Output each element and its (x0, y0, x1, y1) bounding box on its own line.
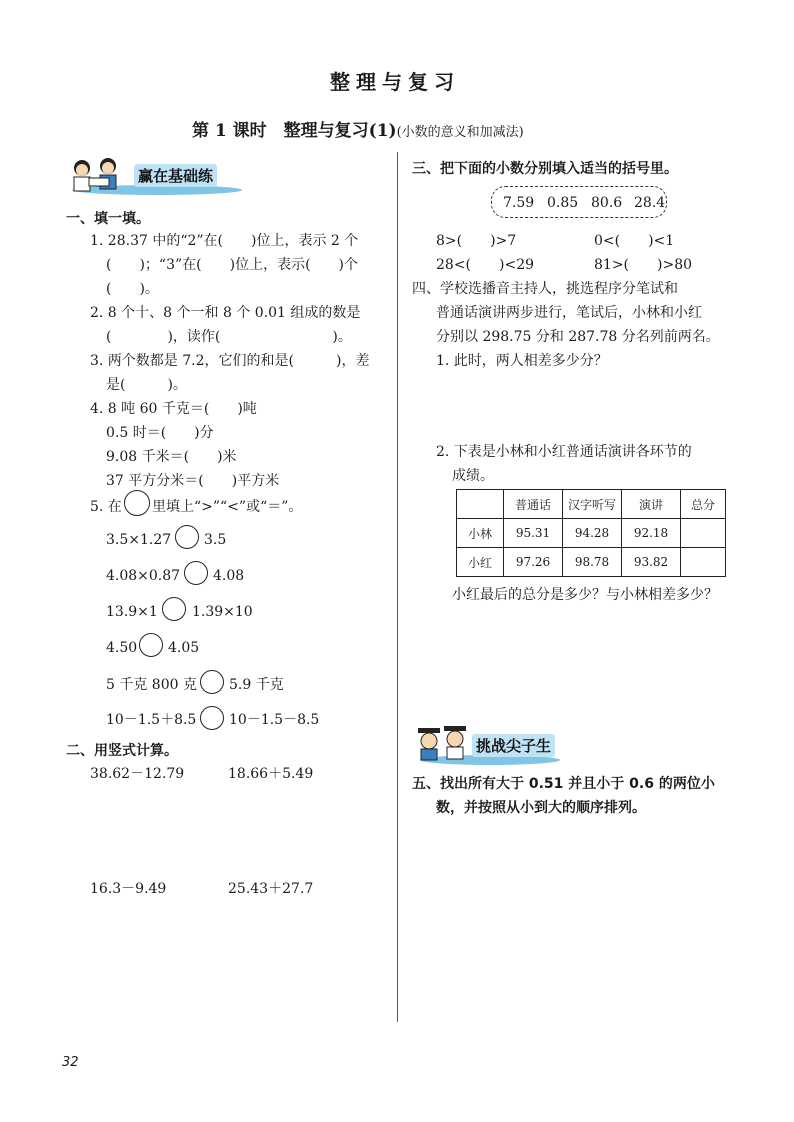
decimal-item: 0.85 (547, 195, 579, 211)
section-5-line1: 五、找出所有大于 0.51 并且小于 0.6 的两位小 (412, 776, 715, 792)
section-4-line2: 普通话演讲两步进行，笔试后，小林和小红 (436, 305, 702, 321)
section-4-q2-line1: 2. 下表是小林和小红普通话演讲各环节的 (436, 444, 692, 460)
page-number: 32 (62, 1055, 79, 1070)
table-row (457, 519, 726, 548)
decimal-item: 7.59 (503, 195, 535, 211)
section-4-line3: 分别以 298.75 分和 287.78 分名列前两名。 (436, 329, 720, 345)
calc-item: 38.62－12.79 (90, 766, 185, 782)
table-cell[interactable] (681, 519, 726, 548)
compare-right: 10－1.5－8.5 (229, 712, 320, 728)
table-cell: 小红 (457, 548, 504, 577)
section-1-title: 一、填一填。 (66, 211, 150, 227)
q5-prefix: 5. 在 (90, 499, 122, 515)
compare-right: 4.05 (168, 640, 200, 656)
section-2-title: 二、用竖式计算。 (66, 743, 178, 759)
basic-practice-banner (62, 156, 242, 200)
decimal-item: 80.6 (591, 195, 623, 211)
table-header-cell: 汉字听写 (563, 490, 622, 519)
compare-circle-example (124, 490, 150, 516)
compare-left: 4.08×0.87 (106, 568, 181, 584)
q4-line3: 9.08 千米＝( )米 (106, 449, 237, 465)
compare-circle[interactable] (162, 597, 186, 621)
basic-practice-label: 赢在基础练 (134, 164, 217, 187)
q3-line1: 3. 两个数都是 7.2，它们的和是( )，差 (90, 353, 370, 369)
compare-circle[interactable] (175, 525, 199, 549)
compare-left: 3.5×1.27 (106, 532, 172, 548)
compare-circle[interactable] (184, 561, 208, 585)
q5-suffix: 里填上“>”“<”或“＝”。 (152, 499, 303, 515)
q4-line2: 0.5 时＝( )分 (106, 425, 214, 441)
column-divider (397, 152, 398, 1022)
section-4-q1: 1. 此时，两人相差多少分？ (436, 353, 608, 369)
q2-line2: ( )，读作( )。 (106, 329, 352, 345)
table-cell: 92.18 (622, 519, 681, 548)
table-cell: 93.82 (622, 548, 681, 577)
lesson-subtitle (192, 116, 524, 141)
table-header-cell: 总分 (681, 490, 726, 519)
compare-circle[interactable] (139, 633, 163, 657)
inequality: 28<( )<29 (436, 257, 535, 273)
section-4-q2-ask: 小红最后的总分是多少？与小林相差多少？ (452, 587, 718, 603)
section-3-title: 三、把下面的小数分别填入适当的括号里。 (412, 161, 678, 177)
compare-left: 5 千克 800 克 (106, 677, 197, 693)
table-cell: 小林 (457, 519, 504, 548)
inequality: 8>( )>7 (436, 233, 517, 249)
q1-line3: ( )。 (106, 281, 159, 297)
calc-item: 18.66＋5.49 (228, 766, 314, 782)
inequality: 0<( )<1 (594, 233, 675, 249)
q1-line2: ( )；“3”在( )位上，表示( )个 (106, 257, 358, 273)
table-header-cell (457, 490, 504, 519)
q4-line1: 4. 8 吨 60 千克＝( )吨 (90, 401, 257, 417)
lesson-subtitle-note: (小数的意义和加减法) (396, 125, 524, 140)
compare-circle[interactable] (200, 706, 224, 730)
table-cell: 97.26 (504, 548, 563, 577)
compare-left: 10－1.5＋8.5 (106, 712, 197, 728)
table-cell: 94.28 (563, 519, 622, 548)
table-cell[interactable] (681, 548, 726, 577)
challenge-banner (410, 724, 590, 768)
q2-line1: 2. 8 个十、8 个一和 8 个 0.01 组成的数是 (90, 305, 361, 321)
section-4-q2-line2: 成绩。 (452, 468, 494, 484)
compare-left: 4.50 (106, 640, 138, 656)
q3-line2: 是( )。 (106, 377, 187, 393)
section-4-line1: 四、学校选播音主持人，挑选程序分笔试和 (412, 281, 678, 297)
compare-circle[interactable] (200, 670, 224, 694)
table-header-cell: 演讲 (622, 490, 681, 519)
challenge-label: 挑战尖子生 (472, 734, 555, 757)
score-table (456, 489, 726, 577)
lesson-subtitle-main: 第 1 课时 整理与复习(1) (192, 121, 397, 141)
table-header-row (457, 490, 726, 519)
page-title: 整理与复习 (330, 70, 460, 94)
table-cell: 98.78 (563, 548, 622, 577)
table-cell: 95.31 (504, 519, 563, 548)
calc-item: 16.3－9.49 (90, 881, 167, 897)
compare-right: 5.9 千克 (229, 677, 284, 693)
table-row (457, 548, 726, 577)
section-5-line2: 数，并按照从小到大的顺序排列。 (436, 800, 646, 816)
compare-left: 13.9×1 (106, 604, 158, 620)
compare-right: 4.08 (213, 568, 245, 584)
compare-right: 1.39×10 (192, 604, 253, 620)
inequality: 81>( )>80 (594, 257, 693, 273)
compare-right: 3.5 (204, 532, 227, 548)
q1-line1: 1. 28.37 中的“2”在( )位上，表示 2 个 (90, 233, 359, 249)
table-header-cell: 普通话 (504, 490, 563, 519)
decimal-item: 28.4 (634, 195, 666, 211)
q4-line4: 37 平方分米＝( )平方米 (106, 473, 280, 489)
calc-item: 25.43＋27.7 (228, 881, 314, 897)
